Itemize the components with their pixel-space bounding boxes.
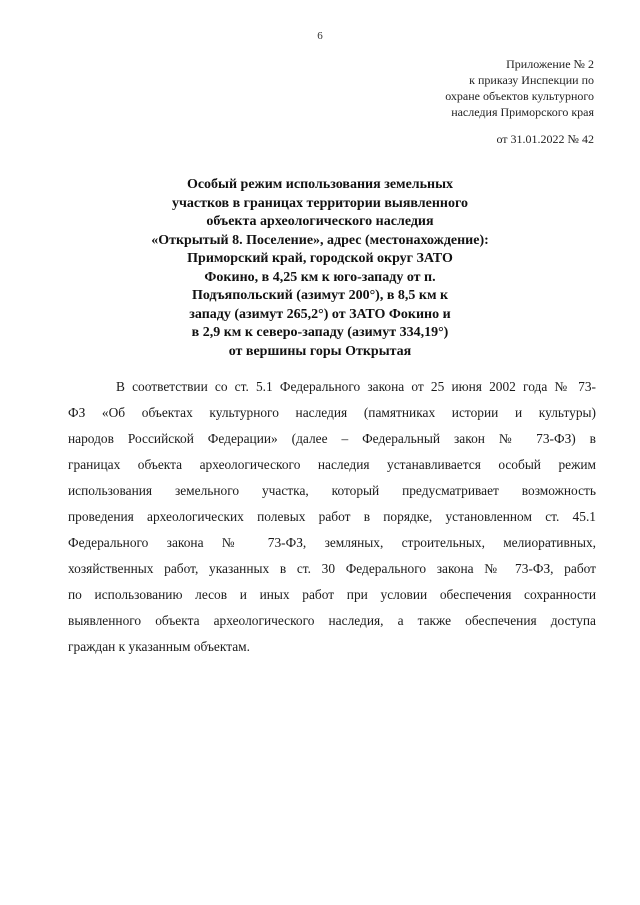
paragraph-line: использования земельного участка, который предусматривает возможность <box>68 483 596 498</box>
body-paragraph <box>68 374 596 660</box>
paragraph-line: по использованию лесов и иных работ при условии обеспечения сохранности <box>68 587 596 602</box>
document-title <box>100 176 540 361</box>
appendix-line: к приказу Инспекции по <box>469 73 594 87</box>
page-number: 6 <box>317 30 323 42</box>
paragraph-line: народов Российской Федерации» (далее – Федеральный закон № 73-ФЗ) в <box>68 431 596 446</box>
appendix-header <box>334 56 594 120</box>
paragraph-line: хозяйственных работ, указанных в ст. 30 Федерального закона № 73-ФЗ, работ <box>68 561 596 576</box>
title-line: в 2,9 км к северо-западу (азимут 334,19°) <box>191 325 449 340</box>
paragraph-line: выявленного объекта археологического наследия, а также обеспечения доступа <box>68 613 596 628</box>
title-line: Фокино, в 4,25 км к юго-западу от п. <box>204 269 436 285</box>
paragraph-line: границах объекта археологического наследия устанавливается особый режим <box>68 457 596 472</box>
appendix-line: Приложение № 2 <box>506 57 594 71</box>
paragraph-line: Федерального закона № 73-ФЗ, земляных, строительных, мелиоративных, <box>68 535 596 550</box>
title-line: Особый режим использования земельных <box>186 177 454 192</box>
title-line: участков в границах территории выявленного <box>172 195 468 211</box>
title-line: западу (азимут 265,2°) от ЗАТО Фокино и <box>189 306 451 322</box>
appendix-line: наследия Приморского края <box>451 105 594 119</box>
title-line: Подъяпольский (азимут 200°), в 8,5 км к <box>191 288 449 303</box>
appendix-line: охране объектов культурного <box>445 89 594 103</box>
title-line: от вершины горы Открытая <box>228 343 412 359</box>
title-line: Приморский край, городской округ ЗАТО <box>187 251 453 266</box>
title-line: «Открытый 8. Поселение», адрес (местонахождение): <box>151 232 489 248</box>
paragraph-line: В соответствии со ст. 5.1 Федерального закона от 25 июня 2002 года № 73- <box>116 379 596 394</box>
paragraph-line: граждан к указанным объектам. <box>68 639 250 654</box>
title-line: объекта археологического наследия <box>206 214 434 229</box>
paragraph-line: ФЗ «Об объектах культурного наследия (памятниках истории и культуры) <box>68 405 596 420</box>
order-reference: от 31.01.2022 № 42 <box>496 132 594 146</box>
paragraph-line: проведения археологических полевых работ в порядке, установленном ст. 45.1 <box>68 509 596 524</box>
